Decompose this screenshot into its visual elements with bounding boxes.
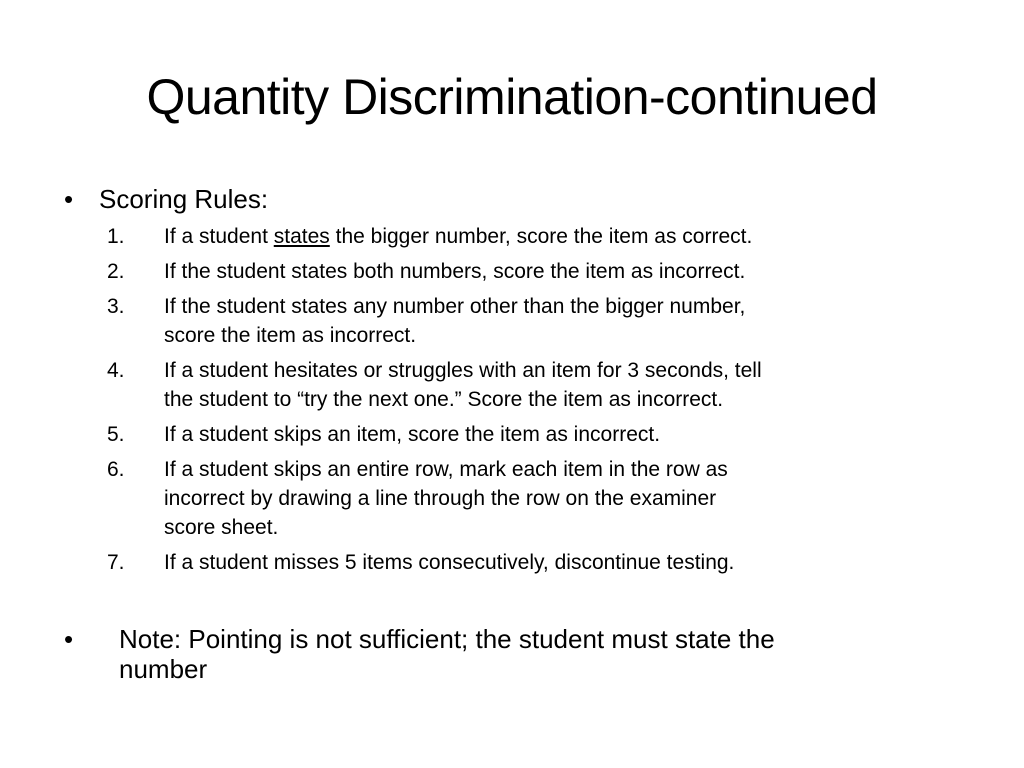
rule-text: If the student states any number other than the bigger number, score the item as incorrect. — [164, 295, 746, 347]
scoring-rules-heading: Scoring Rules: — [99, 184, 269, 214]
rule-item — [0, 257, 1024, 286]
rule-number: 6. — [107, 458, 125, 481]
rule-item — [0, 222, 1024, 251]
rule-number: 3. — [107, 295, 125, 318]
rule-item — [0, 455, 1024, 542]
rule-number: 1. — [107, 225, 125, 248]
scoring-rules-list — [0, 222, 1024, 583]
rule-text: If a student skips an entire row, mark each item in the row as incorrect by drawing a line through the row on the examiner score sheet. — [164, 458, 728, 539]
rule-item — [0, 420, 1024, 449]
bullet-icon: • — [64, 624, 74, 654]
rule-number: 7. — [107, 551, 125, 574]
rule-number: 5. — [107, 423, 125, 446]
note-text: Note: Pointing is not sufficient; the student must state the number — [119, 624, 775, 684]
slide-title: Quantity Discrimination-continued — [146, 69, 878, 125]
bullet-icon: • — [64, 184, 74, 214]
rule-text-part: If a student — [164, 225, 274, 248]
rule-number: 4. — [107, 359, 125, 382]
rule-item — [0, 548, 1024, 577]
rule-text: If the student states both numbers, score the item as incorrect. — [164, 260, 746, 283]
rule-text: If a student skips an item, score the item as incorrect. — [164, 423, 661, 446]
rule-text-part: the bigger number, score the item as correct. — [329, 225, 753, 248]
rule-item — [0, 292, 1024, 350]
rule-text: If a student misses 5 items consecutively, discontinue testing. — [164, 551, 735, 574]
rule-number: 2. — [107, 260, 125, 283]
rule-text — [164, 222, 964, 251]
rule-text: If a student hesitates or struggles with an item for 3 seconds, tell the student to “try the next one.” Score the item as incorrect. — [164, 359, 762, 411]
underlined-word: states — [273, 225, 330, 248]
rule-item — [0, 356, 1024, 414]
